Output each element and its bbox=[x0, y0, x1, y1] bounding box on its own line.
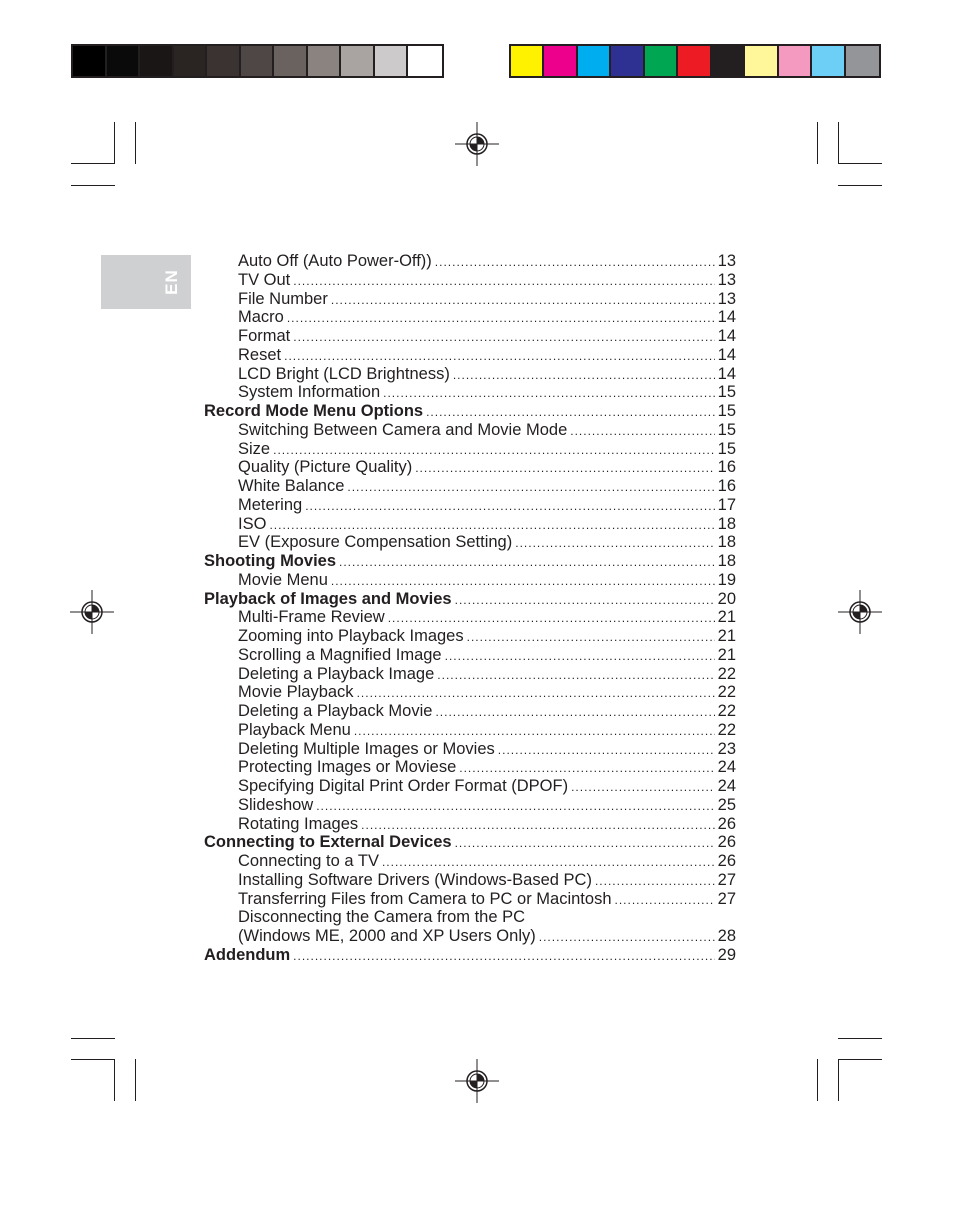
toc-entry[interactable] bbox=[204, 852, 736, 871]
toc-section-entry[interactable] bbox=[204, 402, 736, 421]
toc-entry-title: Shooting Movies bbox=[204, 552, 336, 570]
color-swatch bbox=[274, 46, 308, 76]
toc-page-number: 15 bbox=[717, 402, 736, 420]
toc-page-number: 22 bbox=[717, 664, 736, 683]
toc-entry[interactable] bbox=[204, 740, 736, 759]
language-tab-label: EN bbox=[162, 269, 182, 295]
toc-dot-leader bbox=[357, 684, 715, 703]
toc-entry-title: Playback of Images and Movies bbox=[204, 589, 452, 608]
toc-dot-leader bbox=[498, 741, 715, 760]
toc-section-entry[interactable] bbox=[204, 552, 736, 571]
toc-entry[interactable] bbox=[204, 440, 736, 459]
toc-page-number: 26 bbox=[717, 833, 736, 852]
color-swatch bbox=[544, 46, 577, 76]
toc-entry-title: LCD Bright (LCD Brightness) bbox=[238, 364, 450, 383]
toc-entry[interactable] bbox=[204, 721, 736, 740]
toc-entry-title: Connecting to External Devices bbox=[204, 833, 452, 852]
toc-page-number: 29 bbox=[717, 945, 736, 964]
toc-entry-title: EV (Exposure Compensation Setting) bbox=[238, 533, 513, 552]
toc-entry-title: Addendum bbox=[204, 945, 291, 964]
toc-entry[interactable] bbox=[204, 533, 736, 552]
table-of-contents bbox=[204, 252, 736, 965]
toc-entry-title: System Information bbox=[238, 383, 381, 402]
toc-entry[interactable] bbox=[204, 421, 736, 440]
registration-mark-right-icon bbox=[838, 590, 882, 634]
toc-dot-leader bbox=[269, 516, 714, 535]
toc-dot-leader bbox=[293, 272, 714, 291]
toc-entry-title: Slideshow bbox=[238, 795, 314, 814]
toc-page-number: 14 bbox=[717, 364, 736, 383]
toc-entry[interactable] bbox=[204, 290, 736, 309]
toc-entry[interactable] bbox=[204, 871, 736, 890]
toc-dot-leader bbox=[437, 666, 714, 685]
toc-dot-leader bbox=[467, 628, 715, 647]
toc-dot-leader bbox=[383, 384, 715, 403]
toc-entry[interactable] bbox=[204, 627, 736, 646]
toc-page-number: 21 bbox=[717, 645, 736, 664]
toc-dot-leader bbox=[293, 328, 714, 347]
toc-page-number: 17 bbox=[717, 495, 736, 514]
toc-entry-title: White Balance bbox=[238, 477, 345, 495]
color-swatch bbox=[846, 46, 879, 76]
toc-entry-title: Quality (Picture Quality) bbox=[238, 458, 413, 477]
toc-page-number: 15 bbox=[717, 439, 736, 458]
toc-entry[interactable] bbox=[204, 777, 736, 796]
toc-page-number: 27 bbox=[717, 870, 736, 889]
toc-entry-title: ISO bbox=[238, 514, 267, 533]
toc-page-number: 16 bbox=[717, 458, 736, 477]
process-color-bar bbox=[509, 44, 881, 78]
toc-page-number: 23 bbox=[717, 739, 736, 758]
toc-entry[interactable] bbox=[204, 571, 736, 590]
toc-entry[interactable] bbox=[204, 515, 736, 534]
toc-page-number: 15 bbox=[717, 383, 736, 402]
toc-page-number: 18 bbox=[717, 552, 736, 570]
toc-dot-leader bbox=[453, 366, 715, 385]
toc-entry-title: TV Out bbox=[238, 270, 291, 289]
toc-entry-title: File Number bbox=[238, 289, 328, 308]
color-swatch bbox=[241, 46, 275, 76]
toc-dot-leader bbox=[515, 534, 714, 553]
color-swatch bbox=[207, 46, 241, 76]
toc-page-number: 22 bbox=[717, 720, 736, 739]
toc-page-number: 24 bbox=[717, 777, 736, 795]
toc-dot-leader bbox=[273, 441, 715, 460]
color-swatch bbox=[107, 46, 141, 76]
toc-dot-leader bbox=[571, 778, 715, 797]
grayscale-color-bar bbox=[71, 44, 444, 78]
toc-dot-leader bbox=[339, 553, 715, 572]
toc-entry-title: Multi-Frame Review bbox=[238, 608, 385, 627]
toc-section-entry[interactable] bbox=[204, 833, 736, 852]
toc-entry[interactable] bbox=[204, 383, 736, 402]
toc-page-number: 20 bbox=[717, 589, 736, 608]
toc-entry-title: Installing Software Drivers (Windows-Based PC) bbox=[238, 870, 592, 889]
toc-page-number: 14 bbox=[717, 345, 736, 364]
toc-page-number: 21 bbox=[717, 608, 736, 627]
color-swatch bbox=[578, 46, 611, 76]
toc-entry[interactable] bbox=[204, 365, 736, 384]
color-swatch bbox=[174, 46, 208, 76]
toc-entry[interactable] bbox=[204, 815, 736, 834]
toc-entry[interactable] bbox=[204, 890, 736, 909]
toc-page-number: 19 bbox=[717, 570, 736, 589]
toc-dot-leader bbox=[570, 422, 714, 441]
toc-page-number: 15 bbox=[717, 420, 736, 439]
toc-entry-title: Size bbox=[238, 439, 271, 458]
toc-page-number: 21 bbox=[717, 627, 736, 645]
toc-dot-leader bbox=[293, 947, 714, 966]
toc-dot-leader bbox=[388, 609, 715, 628]
toc-entry-title: Deleting a Playback Movie bbox=[238, 702, 433, 720]
color-swatch bbox=[812, 46, 845, 76]
toc-dot-leader bbox=[361, 816, 714, 835]
toc-entry-title: Connecting to a TV bbox=[238, 852, 379, 870]
toc-entry-title: Movie Menu bbox=[238, 570, 328, 589]
toc-page-number: 13 bbox=[717, 289, 736, 308]
toc-entry-title: Auto Off (Auto Power-Off)) bbox=[238, 252, 432, 270]
color-swatch bbox=[375, 46, 409, 76]
toc-entry-title: Zooming into Playback Images bbox=[238, 627, 464, 645]
toc-entry[interactable] bbox=[204, 683, 736, 702]
toc-page-number: 25 bbox=[717, 795, 736, 814]
toc-entry-title: Transferring Files from Camera to PC or Macintosh bbox=[238, 889, 612, 908]
toc-dot-leader bbox=[426, 403, 715, 422]
toc-dot-leader bbox=[435, 703, 714, 722]
toc-entry[interactable] bbox=[204, 327, 736, 346]
toc-entry-title: Macro bbox=[238, 308, 284, 327]
toc-dot-leader bbox=[287, 309, 715, 328]
toc-dot-leader bbox=[284, 347, 715, 366]
toc-page-number: 13 bbox=[717, 270, 736, 289]
toc-page-number: 13 bbox=[717, 252, 736, 270]
toc-dot-leader bbox=[305, 497, 714, 516]
toc-entry[interactable] bbox=[204, 908, 736, 927]
toc-page-number: 27 bbox=[717, 889, 736, 908]
toc-page-number: 14 bbox=[717, 327, 736, 345]
toc-dot-leader bbox=[354, 722, 715, 741]
toc-page-number: 22 bbox=[717, 702, 736, 720]
toc-dot-leader bbox=[347, 478, 714, 497]
toc-entry-title: Metering bbox=[238, 495, 303, 514]
toc-page-number: 18 bbox=[717, 514, 736, 533]
toc-entry-title: Disconnecting the Camera from the PC bbox=[238, 908, 526, 927]
toc-dot-leader bbox=[455, 834, 715, 853]
toc-entry-title: Format bbox=[238, 327, 291, 345]
toc-entry[interactable] bbox=[204, 271, 736, 290]
toc-entry-title: Movie Playback bbox=[238, 683, 354, 702]
toc-dot-leader bbox=[459, 759, 714, 778]
toc-page-number: 18 bbox=[717, 533, 736, 552]
toc-entry[interactable] bbox=[204, 477, 736, 496]
toc-entry[interactable] bbox=[204, 458, 736, 477]
toc-entry[interactable] bbox=[204, 252, 736, 271]
color-swatch bbox=[611, 46, 644, 76]
color-swatch bbox=[341, 46, 375, 76]
toc-entry-title: Record Mode Menu Options bbox=[204, 402, 424, 420]
toc-entry-title: Scrolling a Magnified Image bbox=[238, 645, 442, 664]
toc-entry-title: Reset bbox=[238, 345, 282, 364]
toc-page-number: 16 bbox=[717, 477, 736, 495]
color-swatch bbox=[745, 46, 778, 76]
toc-section-entry[interactable] bbox=[204, 946, 736, 965]
toc-page-number: 14 bbox=[717, 308, 736, 327]
toc-entry[interactable] bbox=[204, 758, 736, 777]
color-swatch bbox=[511, 46, 544, 76]
language-tab bbox=[101, 255, 191, 309]
toc-page-number: 28 bbox=[717, 927, 736, 945]
toc-dot-leader bbox=[316, 797, 714, 816]
color-swatch bbox=[408, 46, 442, 76]
toc-dot-leader bbox=[415, 459, 714, 478]
toc-entry-title: Switching Between Camera and Movie Mode bbox=[238, 420, 568, 439]
color-swatch bbox=[140, 46, 174, 76]
toc-dot-leader bbox=[539, 928, 715, 947]
toc-page-number: 26 bbox=[717, 852, 736, 870]
toc-entry[interactable] bbox=[204, 346, 736, 365]
toc-dot-leader bbox=[445, 647, 715, 666]
toc-entry-title: Deleting a Playback Image bbox=[238, 664, 435, 683]
toc-page-number: 24 bbox=[717, 758, 736, 777]
toc-entry[interactable] bbox=[204, 665, 736, 684]
color-swatch bbox=[678, 46, 711, 76]
registration-mark-left-icon bbox=[70, 590, 114, 634]
registration-mark-top-icon bbox=[455, 122, 499, 166]
toc-entry[interactable] bbox=[204, 796, 736, 815]
color-swatch bbox=[308, 46, 342, 76]
toc-dot-leader bbox=[382, 853, 715, 872]
toc-dot-leader bbox=[331, 572, 715, 591]
toc-entry[interactable] bbox=[204, 608, 736, 627]
toc-dot-leader bbox=[331, 291, 715, 310]
toc-dot-leader bbox=[595, 872, 715, 891]
toc-entry[interactable] bbox=[204, 308, 736, 327]
toc-entry-title: Specifying Digital Print Order Format (DPOF) bbox=[238, 777, 569, 795]
toc-page-number: 26 bbox=[717, 814, 736, 833]
toc-entry-title: Deleting Multiple Images or Movies bbox=[238, 739, 495, 758]
toc-section-entry[interactable] bbox=[204, 590, 736, 609]
registration-mark-bottom-icon bbox=[455, 1059, 499, 1103]
toc-dot-leader bbox=[435, 253, 715, 272]
toc-entry[interactable] bbox=[204, 646, 736, 665]
color-swatch bbox=[779, 46, 812, 76]
toc-entry-title: Playback Menu bbox=[238, 720, 351, 739]
toc-dot-leader bbox=[455, 591, 715, 610]
color-swatch bbox=[712, 46, 745, 76]
color-swatch bbox=[73, 46, 107, 76]
toc-dot-leader bbox=[615, 891, 715, 910]
color-swatch bbox=[645, 46, 678, 76]
toc-entry[interactable] bbox=[204, 496, 736, 515]
toc-page-number: 22 bbox=[717, 683, 736, 702]
toc-entry-title: (Windows ME, 2000 and XP Users Only) bbox=[238, 927, 536, 945]
toc-entry-title: Protecting Images or Moviese bbox=[238, 758, 457, 777]
toc-entry[interactable] bbox=[204, 927, 736, 946]
toc-entry-title: Rotating Images bbox=[238, 814, 359, 833]
toc-entry[interactable] bbox=[204, 702, 736, 721]
